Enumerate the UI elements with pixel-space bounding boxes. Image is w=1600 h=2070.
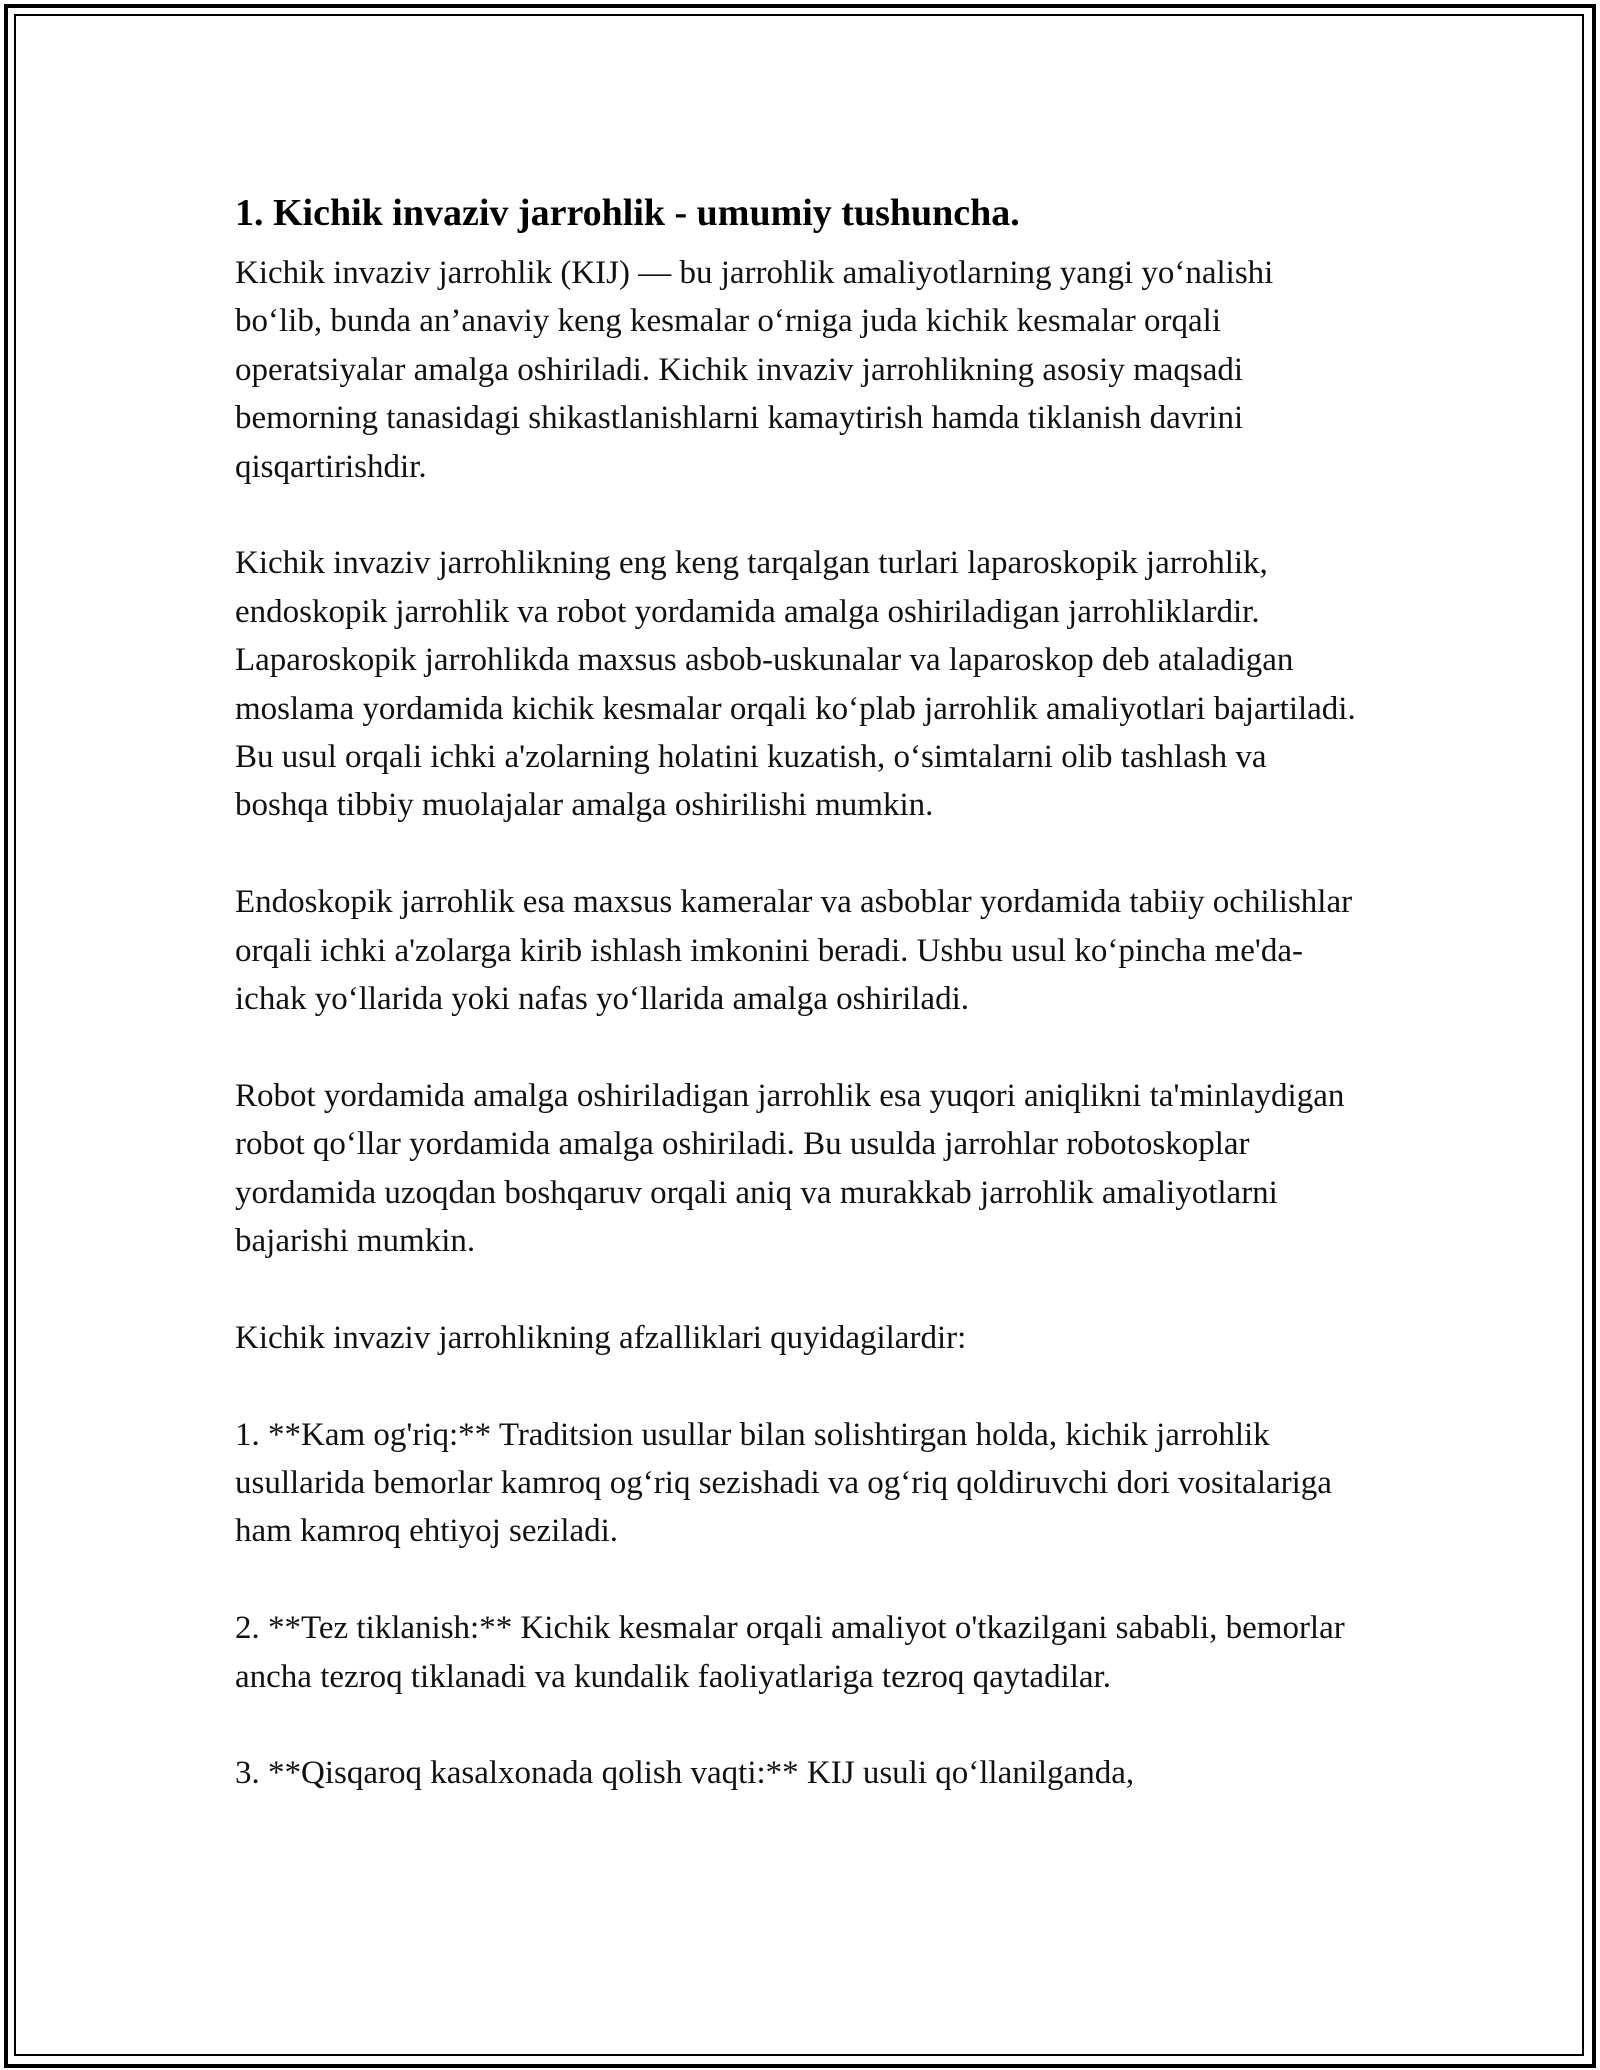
paragraph-advantages-intro: Kichik invaziv jarrohlikning afzalliklari quyidagilardir: xyxy=(235,1319,967,1356)
paragraph-robotic: Robot yordamida amalga oshiriladigan jarrohlik esa yuqori aniqlikni ta'minlaydigan robot qo‘llar yordamida amalga oshiriladi. Bu usulda jarrohlar robotoskoplar yordamida uzoqdan boshqaruv orqali aniq va murakkab jarrohlik amaliyotlarni bajarishi mumkin. xyxy=(235,1077,1345,1260)
paragraph-types: Kichik invaziv jarrohlikning eng keng tarqalgan turlari laparoskopik jarrohlik, endoskopik jarrohlik va robot yordamida amalga oshiriladigan jarrohliklardir. Laparoskopik jarrohlikda maxsus asbob-uskunalar va laparoskop deb ataladigan moslama yordamida kichik kesmalar orqali ko‘plab jarrohlik amaliyotlari bajartiladi. Bu usul orqali ichki a'zolarning holatini kuzatish, o‘simtalarni olib tashlash va boshqa tibbiy muolajalar amalga oshirilishi mumkin. xyxy=(235,545,1356,824)
list-item-shorter-stay: 3. **Qisqaroq kasalxonada qolish vaqti:** KIJ usuli qo‘llanilganda, xyxy=(235,1755,1135,1792)
section-heading: 1. Kichik invaziv jarrohlik - umumiy tushuncha. xyxy=(235,192,1020,234)
list-item-less-pain: 1. **Kam og'riq:** Traditsion usullar bilan solishtirgan holda, kichik jarrohlik usullarida bemorlar kamroq og‘riq sezishadi va og‘riq qoldiruvchi dori vositalariga ham kamroq ehtiyoj seziladi. xyxy=(235,1416,1332,1550)
paragraph-definition: Kichik invaziv jarrohlik (KIJ) — bu jarrohlik amaliyotlarning yangi yo‘nalishi bo‘lib, bunda an’anaviy keng kesmalar o‘rniga juda kichik kesmalar orqali operatsiyalar amalga oshiriladi. Kichik invaziv jarrohlikning asosiy maqsadi bemorning tanasidagi shikastlanishlarni kamaytirish hamda tiklanish davrini qisqartirishdir. xyxy=(235,255,1274,485)
document-body xyxy=(235,185,1365,1846)
list-item-fast-recovery: 2. **Tez tiklanish:** Kichik kesmalar orqali amaliyot o'tkazilgani sababli, bemorlar ancha tezroq tiklanadi va kundalik faoliyatlariga tezroq qaytadilar. xyxy=(235,1610,1345,1695)
paragraph-endoscopic: Endoskopik jarrohlik esa maxsus kameralar va asboblar yordamida tabiiy ochilishlar orqali ichki a'zolarga kirib ishlash imkonini beradi. Ushbu usul ko‘pincha me'da-ichak yo‘llarida yoki nafas yo‘llarida amalga oshiriladi. xyxy=(235,884,1353,1018)
